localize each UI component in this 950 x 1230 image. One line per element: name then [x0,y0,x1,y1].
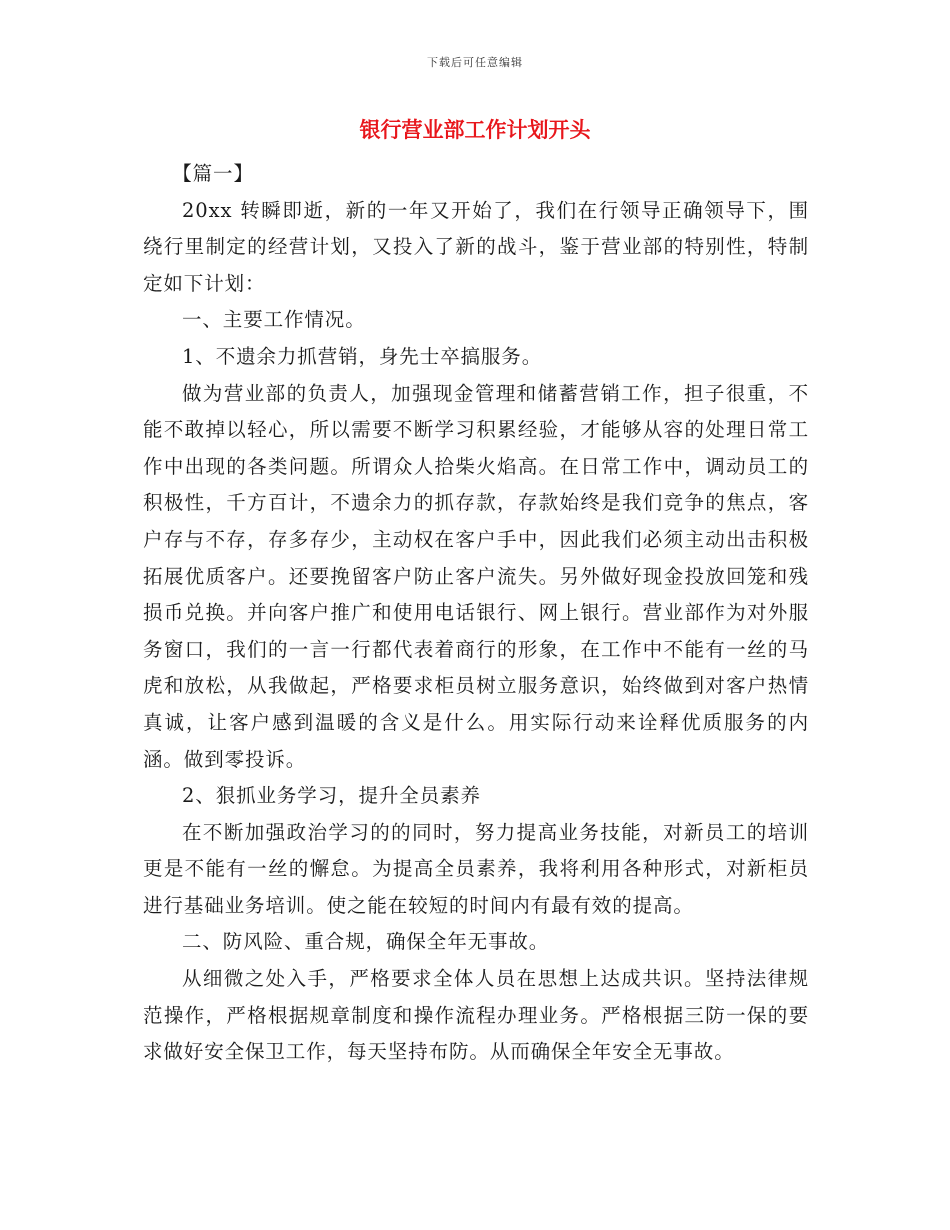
paragraph: 1、不遗余力抓营销，身先士卒搞服务。 [182,344,543,368]
paragraph: 做为营业部的负责人，加强现金管理和储蓄营销工作，担子很重，不能不敢掉以轻心，所以需要不断学习积累经验，才能够从容的处理日常工作中出现的各类问题。所谓众人拾柴火焰高。在日常工作中，调动员工的积极性，千方百计，不遗余力的抓存款，存款始终是我们竞争的焦点，客户存与不存，存多存少，主动权在客户手中，因此我们必须主动出击积极拓展优质客户。还要挽留客户防止客户流失。另外做好现金投放回笼和残损币兑换。并向客户推广和使用电话银行、网上银行。营业部作为对外服务窗口，我们的一言一行都代表着商行的形象，在工作中不能有一丝的马虎和放松，从我做起，严格要求柜员树立服务意识，始终做到对客户热情真诚，让客户感到温暖的含义是什么。用实际行动来诠释优质服务的内涵。做到零投诉。 [143,381,809,771]
paragraph: 从细微之处入手，严格要求全体人员在思想上达成共识。坚持法律规范操作，严格根据规章制度和操作流程办理业务。严格根据三防一保的要求做好安全保卫工作，每天坚持布防。从而确保全年安全无事故。 [143,967,809,1064]
section-heading: 【篇一】 [172,162,254,185]
paragraph: 20xx 转瞬即逝，新的一年又开始了，我们在行领导正确领导下，围绕行里制定的经营计划，又投入了新的战斗，鉴于营业部的特别性，特制定如下计划： [143,198,809,295]
paragraph: 一、主要工作情况。 [182,308,366,332]
paragraph: 二、防风险、重合规，确保全年无事故。 [182,930,550,954]
paragraph: 2、狠抓业务学习，提升全员素养 [182,784,481,808]
paragraph: 在不断加强政治学习的的同时，努力提高业务技能，对新员工的培训更是不能有一丝的懈怠。为提高全员素养，我将利用各种形式，对新柜员进行基础业务培训。使之能在较短的时间内有最有效的提高。 [143,820,809,917]
document-body [143,156,809,1071]
document-title: 银行营业部工作计划开头 [359,118,591,142]
header-note: 下载后可任意编辑 [427,56,523,69]
